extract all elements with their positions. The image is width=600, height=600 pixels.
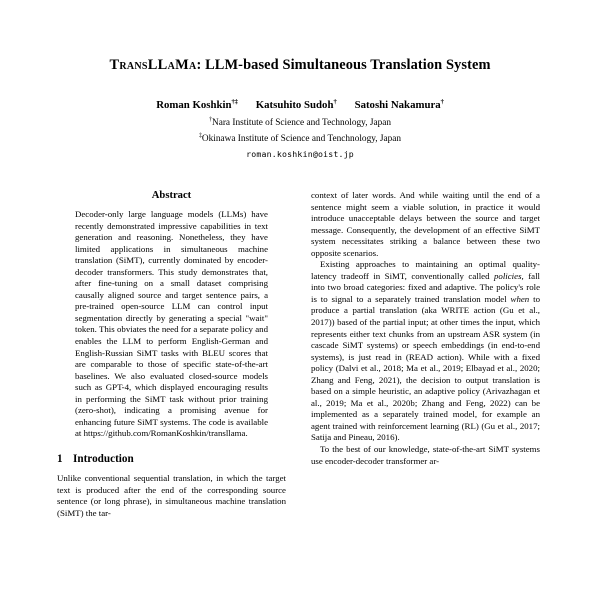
left-column (57, 190, 286, 520)
policies-part-2: , fall into two broad categories: fixed and adaptive. The policy's role is to signal to a separately trained translation model (311, 270, 540, 304)
author-list (0, 98, 600, 113)
policies-part-1: Existing approaches to maintaining an optimal quality-latency tradeoff in SiMT, conventionally called (311, 259, 540, 281)
author-3 (355, 98, 444, 113)
section-number: 1 (57, 452, 63, 465)
body-columns (0, 190, 600, 520)
title-rest: : LLM-based Simultaneous Translation System (196, 57, 491, 73)
page-title (0, 57, 600, 74)
affiliation-2-mark: ‡ (198, 132, 202, 140)
right-paragraph-sota: To the best of our knowledge, state-of-the-art SiMT systems use encoder-decoder transformer ar- (311, 444, 540, 466)
affiliation-1 (0, 116, 600, 129)
author-2-name: Katsuhito Sudoh (255, 99, 334, 112)
right-column (311, 190, 540, 520)
author-2-marks: † (333, 98, 337, 106)
contact-email[interactable]: roman.koshkin@oist.jp (246, 148, 354, 159)
abstract-text (75, 209, 268, 440)
abstract-heading: Abstract (151, 190, 192, 201)
affiliation-2-text: Okinawa Institute of Science and Tenchnology, Japan (201, 134, 402, 145)
author-1 (156, 98, 238, 113)
title-smallcaps: TransLLaMa (109, 57, 197, 73)
right-paragraph-continuation: context of later words. And while waiting until the end of a sentence might seem a viable solution, in practice it would introduce unacceptable delays between the source and target message. Consequently, the development of an effective SiMT system necessitates striking a balance between these two opposite scenarios. (311, 190, 540, 258)
affiliation-1-text: Nara Institute of Science and Technology, Japan (211, 117, 392, 128)
affiliation-2 (0, 132, 600, 145)
introduction-paragraph-1: Unlike conventional sequential translation, in which the target text is produced after the end of the corresponding source sentence (or long phrase), in simultaneous machine translation (SiMT) the tar- (57, 473, 286, 519)
author-1-marks: †‡ (231, 98, 238, 106)
when-italic-term: when (510, 293, 530, 304)
abstract-text-main: Decoder-only large language models (LLMs) have recently demonstrated impressive capabilities in text generation and reasoning. Nonetheless, they have limited applications in simultaneous machine translation (SiMT), currently dominated by encoder-decoder transformers. This study demonstrates that, after fine-tuning on a small dataset comprising causally aligned source and target sentence pairs, a pre-trained open-source LLM can control input segmentation directly by generating a special "wait" token. This obviates the need for a separate policy and enables the LLM to perform English-German and English-Russian SiMT tasks with BLEU scores that are comparable to those of specific state-of-the-art baselines. We also evaluated closed-source models such as GPT-4, which displayed encouraging results in performing the SiMT task without prior training (zero-shot), indicating a promising avenue for enhancing future SiMT systems. The code is available at (75, 209, 268, 439)
affiliation-1-mark: † (208, 115, 212, 123)
abstract-body (57, 209, 286, 440)
policies-part-3: to produce a partial translation (aka WRITE action (Gu et al., 2017)) based of the partial input; at other times the input, which represents either text chunks from an upstream ASR system (in cascade SiMT systems) or speech embeddings (in end-to-end systems), is just read in (READ action). While with a fixed policy (Dalvi et al., 2018; Ma et al., 2019; Elbayad et al., 2020; Zhang and Feng, 2021), the decision to output translation is based on a simple heuristic, an adaptive policy (Arivazhagan et al., 2019; Ma et al., 2020b; Zhang and Feng, 2022) can be implemented as a separately trained model, for example an agent trained with reinforcement learning (RL) (Gu et al., 2017; Satija and Pineau, 2016). (311, 293, 540, 443)
author-3-marks: † (440, 98, 444, 106)
right-paragraph-policies (311, 259, 540, 444)
policies-italic-term: policies (494, 270, 522, 281)
section-heading-introduction (57, 453, 286, 466)
title-block (0, 0, 600, 159)
author-3-name: Satoshi Nakamura (354, 99, 441, 112)
author-1-name: Roman Koshkin (156, 99, 232, 112)
author-2 (256, 98, 337, 113)
section-title: Introduction (73, 452, 134, 465)
abstract-code-url[interactable]: https://github.com/RomanKoshkin/transllama. (83, 428, 248, 439)
